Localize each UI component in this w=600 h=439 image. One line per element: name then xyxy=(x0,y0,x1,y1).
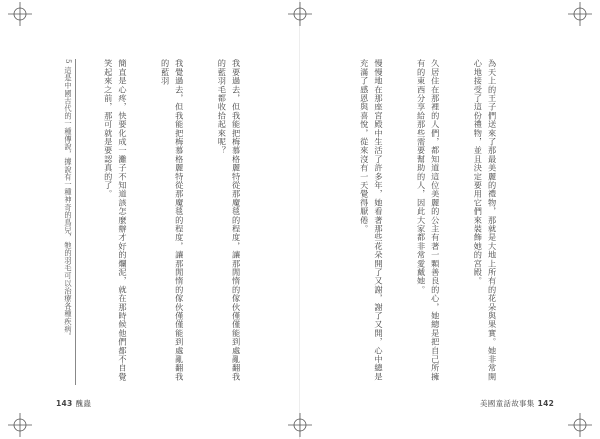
right-running-title: 美國童話故事集 xyxy=(480,399,535,408)
right-page xyxy=(300,0,600,439)
left-folio xyxy=(56,398,91,409)
right-paragraph: 久居住在那裡的人們，都知道這位美麗的公主有著一顆善良的心，她總是把自己所擁有的東西分享給那些需要幫助的人，因此大家都非常愛戴她。 xyxy=(416,59,441,381)
footnote-rule xyxy=(75,59,76,385)
right-paragraph: 慢慢地在那座宮殿中生活了許多年，她看著那些花朵開了又謝，謝了又開，心中總是充滿了感恩與喜悅，從來沒有一天覺得厭倦。 xyxy=(359,59,384,381)
right-paragraph xyxy=(328,59,329,385)
left-page-body xyxy=(84,59,272,385)
right-page-body xyxy=(328,59,528,385)
left-paragraph: 我覺過去，但我能把梅慕格麗特從那魔毯的程度，讓那閒惰的傢伙僅僅能到處亂翻我的藍羽 xyxy=(160,59,185,381)
left-paragraph: 簡直是心疼，快要化成一灘子不知道該怎麼辦才好的爛泥，就在那時候他們都不自覺笑起來之前，那可就是要認真的了。 xyxy=(103,59,128,381)
footnote: 5 這是中國古代的一種傳說，據說有一種神奇的鳥兒，牠的羽毛可以治療各種疾病。 xyxy=(64,59,73,341)
left-page-number: 143 xyxy=(56,399,73,408)
right-page-number: 142 xyxy=(537,399,555,408)
left-paragraph: 我要過去，但我能把梅慕格麗特從那魔毯的程度，讓那閒惰的傢伙僅僅能到處亂翻我的藍羽毛都收拾起來呢？ xyxy=(217,59,242,381)
right-paragraph: 為天上的王子們送來了那最美麗的禮物，那就是大地上所有的花朵與果實。她非常開心地接受了這份禮物，並且決定要用它們來裝飾她的宮殿。 xyxy=(473,59,498,381)
left-running-title: 醜蟲 xyxy=(75,399,92,408)
right-folio xyxy=(480,398,554,409)
